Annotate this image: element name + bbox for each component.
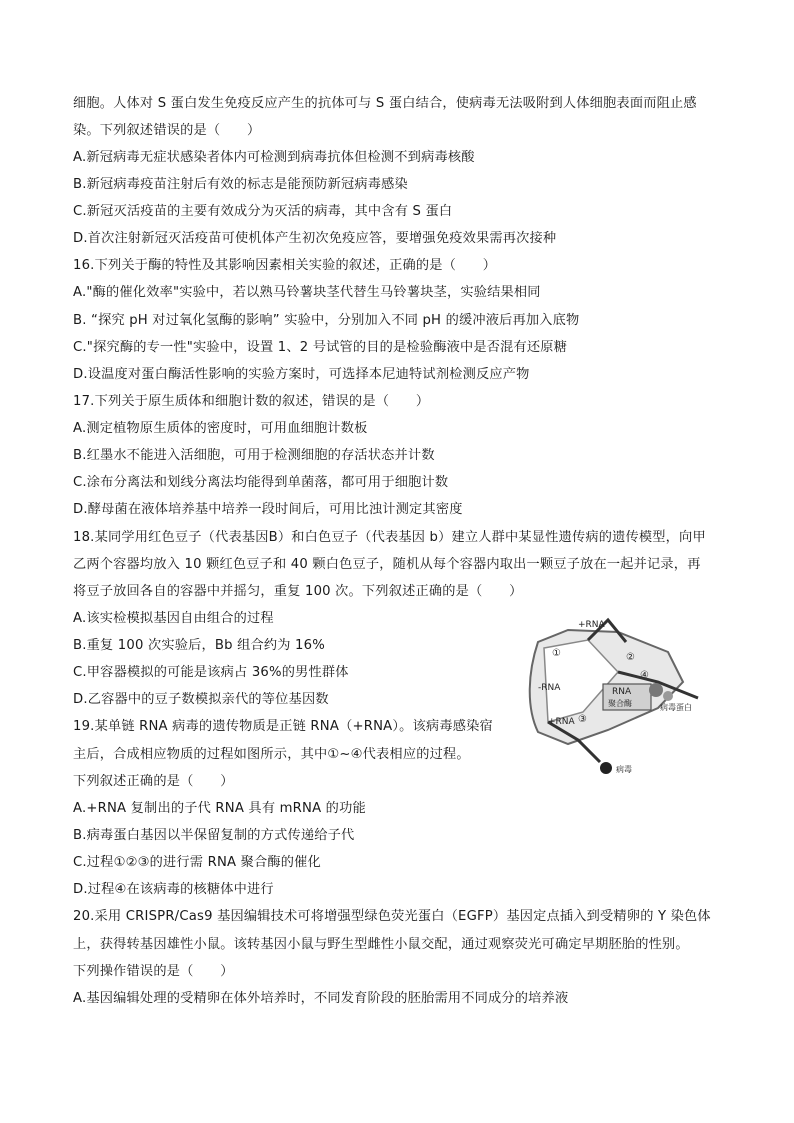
- option-line: A.基因编辑处理的受精卵在体外培养时，不同发育阶段的胚胎需用不同成分的培养液: [73, 991, 569, 1006]
- option-line: D.酵母菌在液体培养基中培养一段时间后，可用比浊计测定其密度: [73, 502, 463, 517]
- option-line: B.病毒蛋白基因以半保留复制的方式传递给子代: [73, 828, 355, 843]
- label-top-plus-rna: +RNA: [578, 620, 605, 630]
- option-line: B.红墨水不能进入活细胞，可用于检测细胞的存活状态并计数: [73, 448, 435, 463]
- label-step-4: ④: [640, 670, 649, 681]
- text-line: 下列叙述正确的是（ ）: [73, 774, 234, 789]
- label-viral-protein: 病毒蛋白: [660, 703, 692, 712]
- option-line: D.首次注射新冠灭活疫苗可使机体产生初次免疫应答，要增强免疫效果需再次接种: [73, 231, 557, 246]
- option-line: C."探究酶的专一性"实验中，设置 1、2 号试管的目的是检验酶液中是否混有还原糖: [73, 340, 568, 355]
- label-virus: 病毒: [616, 765, 632, 774]
- question-19-stem: 19.某单链 RNA 病毒的遗传物质是正链 RNA（+RNA）。该病毒感染宿: [73, 719, 493, 734]
- label-step-3: ③: [578, 714, 587, 725]
- label-minus-rna: -RNA: [538, 683, 561, 693]
- option-line: C.甲容器模拟的可能是该病占 36%的男性群体: [73, 665, 349, 680]
- option-line: B. “探究 pH 对过氧化氢酶的影响” 实验中，分别加入不同 pH 的缓冲液后再加入底物: [73, 313, 580, 328]
- option-line: A.新冠病毒无症状感染者体内可检测到病毒抗体但检测不到病毒核酸: [73, 150, 475, 165]
- label-step-2: ②: [626, 652, 635, 663]
- text-line: 将豆子放回各自的容器中并摇匀，重复 100 次。下列叙述正确的是（ ）: [73, 584, 523, 599]
- virus-replication-diagram: [508, 612, 720, 776]
- label-polymerase: 聚合酶: [608, 699, 632, 708]
- option-line: A.+RNA 复制出的子代 RNA 具有 mRNA 的功能: [73, 801, 366, 816]
- option-line: D.设温度对蛋白酶活性影响的实验方案时，可选择本尼迪特试剂检测反应产物: [73, 367, 530, 382]
- question-18-stem: 18.某同学用红色豆子（代表基因B）和白色豆子（代表基因 b）建立人群中某显性遗传病的遗传模型，向甲: [73, 530, 706, 545]
- option-line: B.重复 100 次实验后，Bb 组合约为 16%: [73, 638, 325, 653]
- question-16-stem: 16.下列关于酶的特性及其影响因素相关实验的叙述，正确的是（ ）: [73, 258, 497, 273]
- text-line: 上，获得转基因雄性小鼠。该转基因小鼠与野生型雌性小鼠交配，通过观察荧光可确定早期胚胎的性别。: [73, 937, 689, 952]
- option-line: D.过程④在该病毒的核糖体中进行: [73, 882, 274, 897]
- question-20-stem: 20.采用 CRISPR/Cas9 基因编辑技术可将增强型绿色荧光蛋白（EGFP）基因定点插入到受精卵的 Y 染色体: [73, 909, 711, 924]
- option-line: C.涂布分离法和划线分离法均能得到单菌落，都可用于细胞计数: [73, 475, 449, 490]
- label-step-1: ①: [552, 648, 561, 659]
- option-line: A."酶的催化效率"实验中，若以熟马铃薯块茎代替生马铃薯块茎，实验结果相同: [73, 285, 541, 300]
- question-17-stem: 17.下列关于原生质体和细胞计数的叙述，错误的是（ ）: [73, 394, 430, 409]
- option-line: C.新冠灭活疫苗的主要有效成分为灭活的病毒，其中含有 S 蛋白: [73, 204, 453, 219]
- option-line: B.新冠病毒疫苗注射后有效的标志是能预防新冠病毒感染: [73, 177, 408, 192]
- text-line: 细胞。人体对 S 蛋白发生免疫反应产生的抗体可与 S 蛋白结合，使病毒无法吸附到人体细胞表面而阻止感: [73, 96, 697, 111]
- label-plus-rna-lower: +RNA: [548, 717, 575, 727]
- option-line: D.乙容器中的豆子数模拟亲代的等位基因数: [73, 692, 329, 707]
- text-line: 下列操作错误的是（ ）: [73, 964, 234, 979]
- option-line: A.测定植物原生质体的密度时，可用血细胞计数板: [73, 421, 368, 436]
- option-line: A.该实检模拟基因自由组合的过程: [73, 611, 274, 626]
- label-rna: RNA: [612, 687, 632, 697]
- text-line: 主后，合成相应物质的过程如图所示，其中①~④代表相应的过程。: [73, 747, 470, 762]
- text-line: 乙两个容器均放入 10 颗红色豆子和 40 颗白色豆子，随机从每个容器内取出一颗豆子放在一起并记录，再: [73, 557, 701, 572]
- text-line: 染。下列叙述错误的是（ ）: [73, 123, 261, 138]
- option-line: C.过程①②③的进行需 RNA 聚合酶的催化: [73, 855, 321, 870]
